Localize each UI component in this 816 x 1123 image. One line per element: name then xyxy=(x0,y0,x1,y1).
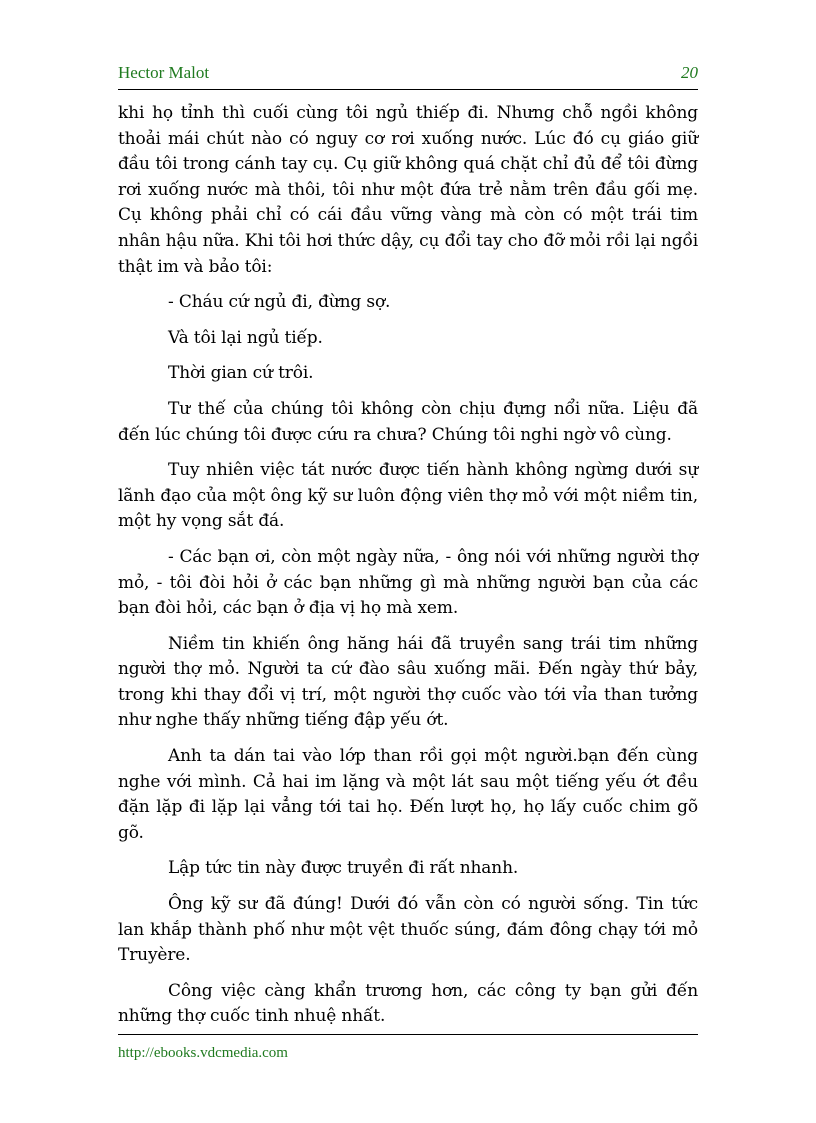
paragraph: Tuy nhiên việc tát nước được tiến hành không ngừng dưới sự lãnh đạo của một ông kỹ sư luôn động viên thợ mỏ với một niềm tin, một hy vọng sắt đá. xyxy=(118,460,698,532)
paragraph: Niềm tin khiến ông hăng hái đã truyền sang trái tim những người thợ mỏ. Người ta cứ đào sâu xuống mãi. Đến ngày thứ bảy, trong khi thay đổi vị trí, một người thợ cuốc vào tới vỉa than tưởng như nghe thấy những tiếng đập yếu ớt. xyxy=(118,633,698,731)
page-header xyxy=(118,63,698,90)
page-number: 20 xyxy=(681,63,698,82)
paragraph: - Cháu cứ ngủ đi, đừng sợ. xyxy=(168,292,391,313)
paragraph: khi họ tỉnh thì cuối cùng tôi ngủ thiếp đi. Nhưng chỗ ngồi không thoải mái chút nào có nguy cơ rơi xuống nước. Lúc đó cụ giáo giữ đầu tôi trong cánh tay cụ. Cụ giữ không quá chặt chỉ đủ để tôi đừng rơi xuống nước mà thôi, tôi như một đứa trẻ nằm trên đầu gối mẹ. Cụ không phải chỉ có cái đầu vững vàng mà còn có một trái tim nhân hậu nữa. Khi tôi hơi thức dậy, cụ đổi tay cho đỡ mỏi rồi lại ngồi thật im và bảo tôi: xyxy=(118,103,698,277)
page-body xyxy=(118,101,698,1040)
paragraph: Tư thế của chúng tôi không còn chịu đựng nổi nữa. Liệu đã đến lúc chúng tôi được cứu ra chưa? Chúng tôi nghi ngờ vô cùng. xyxy=(118,398,698,445)
paragraph: Và tôi lại ngủ tiếp. xyxy=(168,327,323,348)
header-author: Hector Malot xyxy=(118,63,210,82)
paragraph: Lập tức tin này được truyền đi rất nhanh. xyxy=(168,858,519,879)
paragraph: - Các bạn ơi, còn một ngày nữa, - ông nói với những người thợ mỏ, - tôi đòi hỏi ở các bạn những gì mà những người bạn của các bạn đòi hỏi, các bạn ở địa vị họ mà xem. xyxy=(118,546,698,619)
paragraph: Anh ta dán tai vào lớp than rồi gọi một người.bạn đến cùng nghe với mình. Cả hai im lặng và một lát sau một tiếng yếu ớt đều đặn lặp đi lặp lại vẳng tới tai họ. Đến lượt họ, họ lấy cuốc chim gõ gõ. xyxy=(118,746,698,843)
paragraph: Ông kỹ sư đã đúng! Dưới đó vẫn còn có người sống. Tin tức lan khắp thành phố như một vệt thuốc súng, đám đông chạy tới mỏ Truyère. xyxy=(118,894,698,966)
footer-url-link[interactable]: http://ebooks.vdcmedia.com xyxy=(118,1045,288,1061)
paragraph: Công việc càng khẩn trương hơn, các công ty bạn gửi đến những thợ cuốc tinh nhuệ nhất. xyxy=(118,980,698,1027)
page-footer xyxy=(118,1034,698,1062)
paragraph: Thời gian cứ trôi. xyxy=(168,363,314,384)
